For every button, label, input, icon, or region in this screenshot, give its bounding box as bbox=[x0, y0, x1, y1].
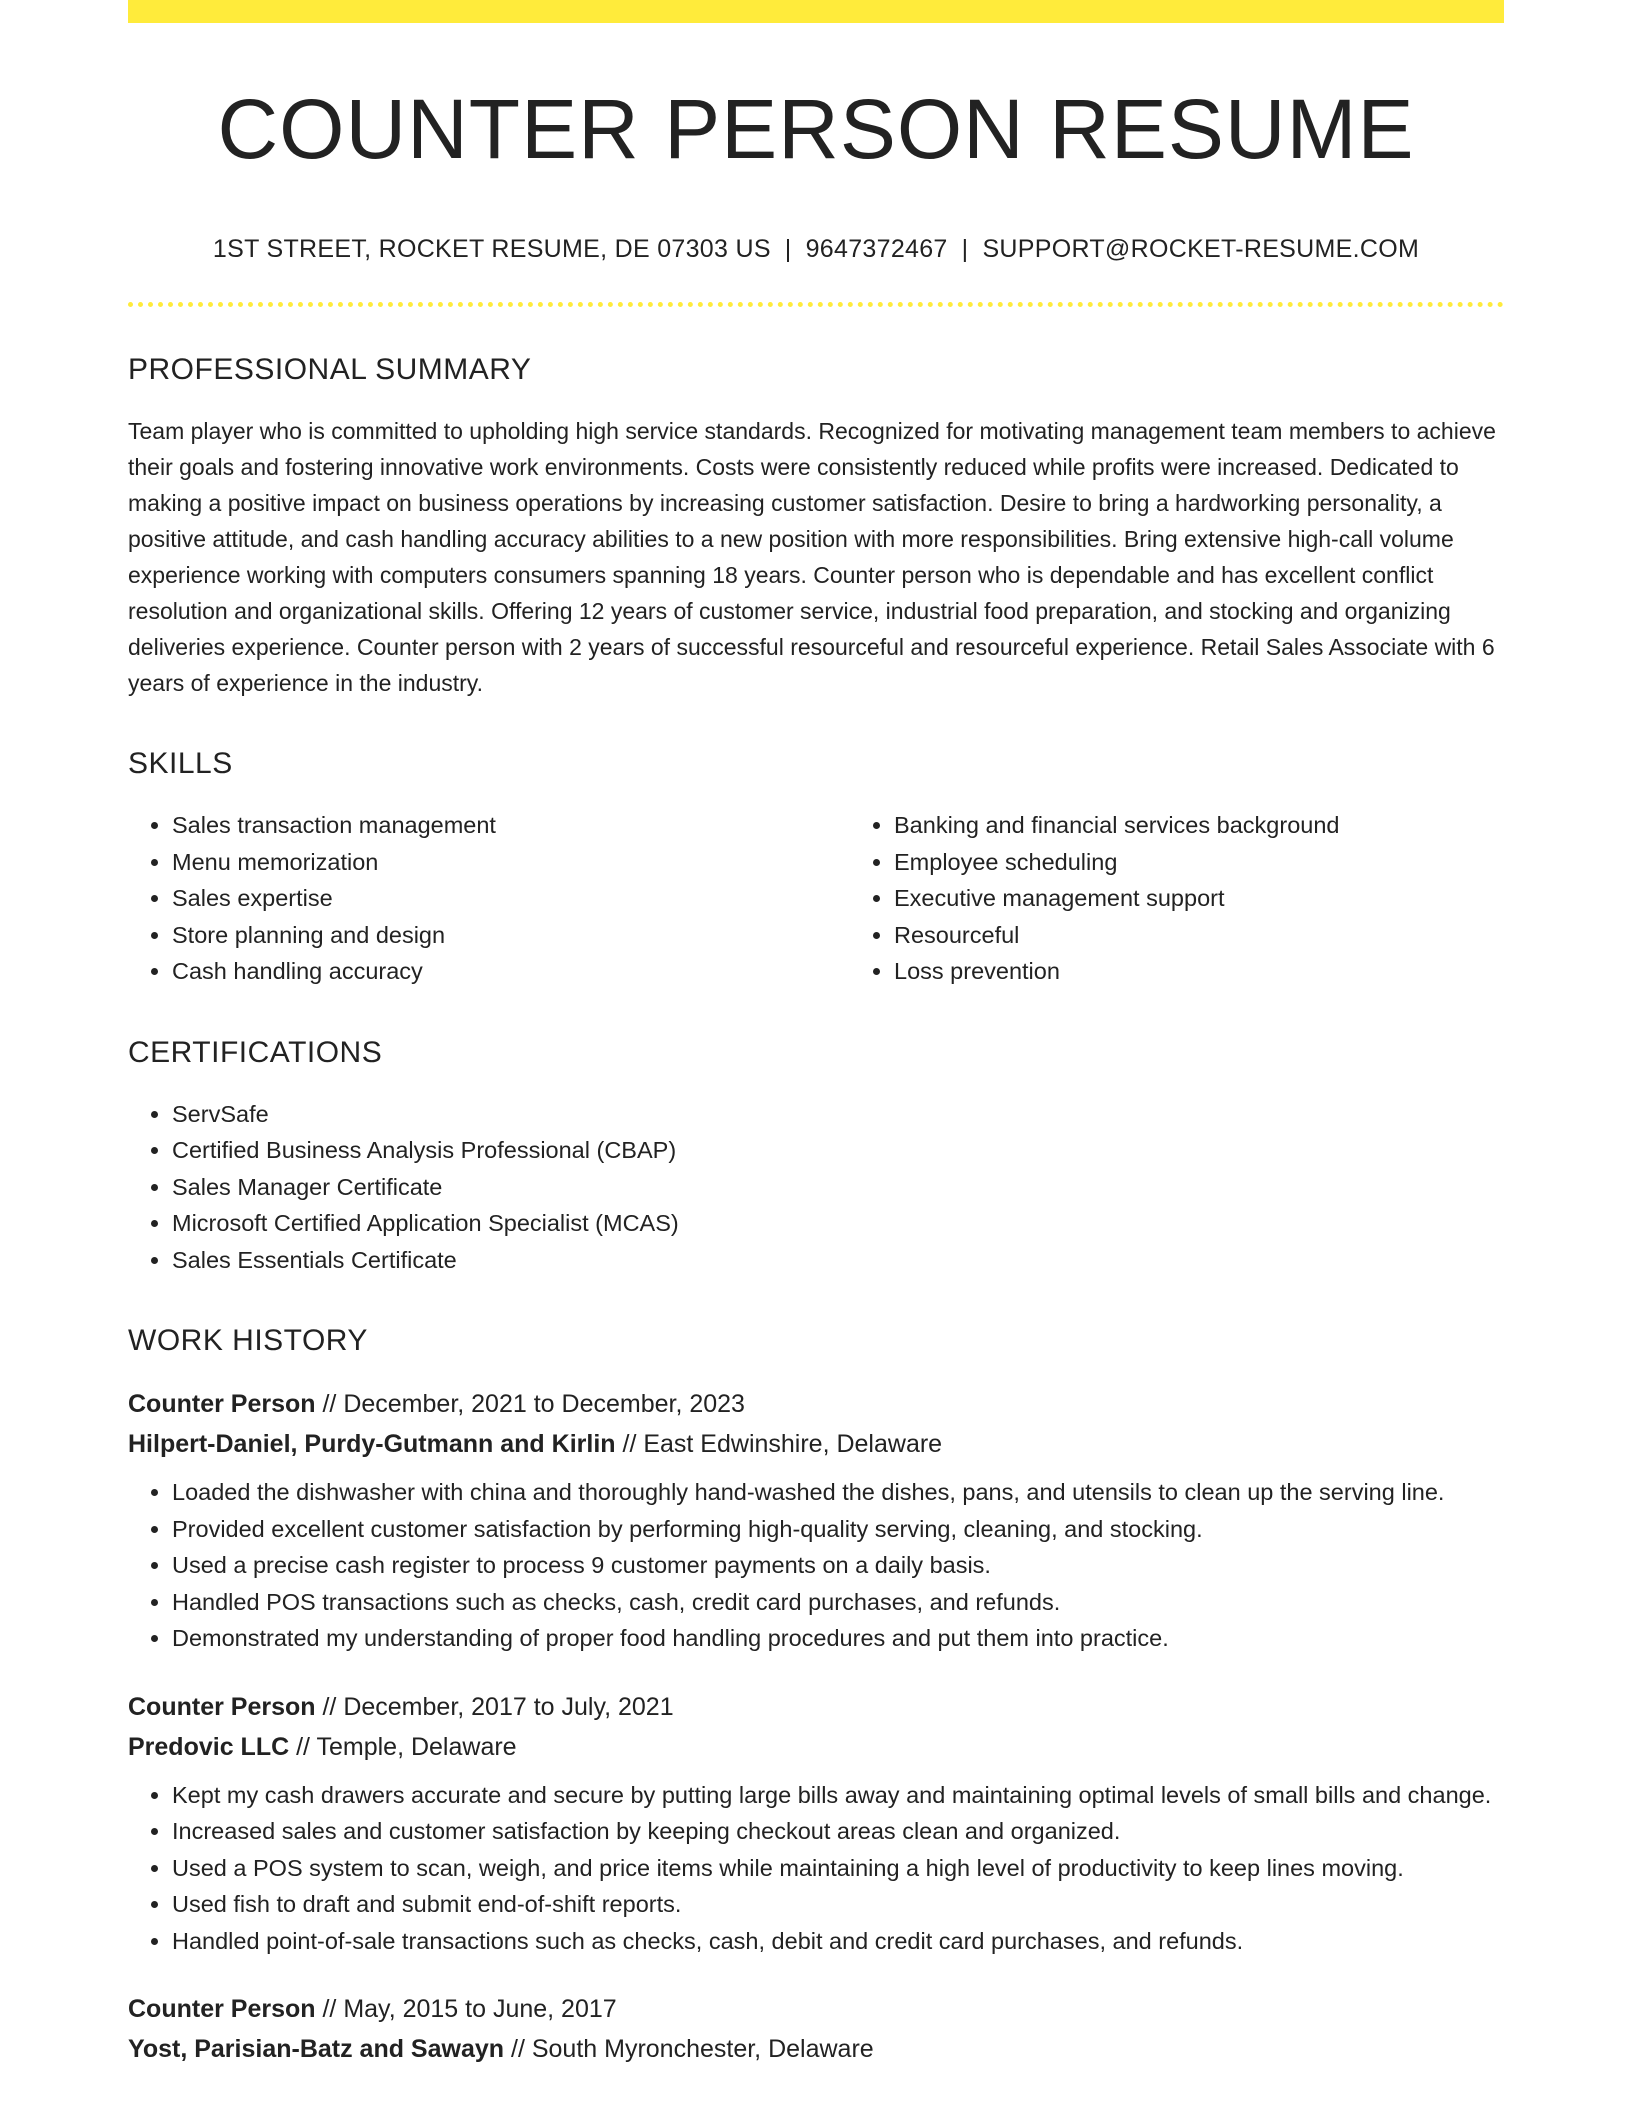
certifications-list bbox=[128, 1096, 1504, 1279]
job-bullet: • Loaded the dishwasher with china and thoroughly hand-washed the dishes, pans, and utensils to clean up the serving line. bbox=[172, 1474, 1504, 1511]
contact-separator: | bbox=[961, 235, 969, 264]
job-entry bbox=[128, 1989, 1504, 2069]
skill-item: • Resourceful bbox=[894, 917, 1572, 954]
resume-page bbox=[128, 0, 1504, 2099]
job-bullet: • Used fish to draft and submit end-of-shift reports. bbox=[172, 1886, 1504, 1923]
contact-separator: | bbox=[784, 235, 792, 264]
skill-item: • Employee scheduling bbox=[894, 844, 1572, 881]
resume-title: COUNTER PERSON RESUME bbox=[217, 82, 1415, 176]
skill-item: • Store planning and design bbox=[172, 917, 850, 954]
job-title-line bbox=[128, 1989, 1504, 2029]
certification-item: • Microsoft Certified Application Specialist (MCAS) bbox=[172, 1205, 1504, 1242]
job-bullets bbox=[128, 1777, 1504, 1960]
job-location: // Temple, Delaware bbox=[296, 1732, 517, 1761]
skill-item: • Sales expertise bbox=[172, 880, 850, 917]
skill-item: • Banking and financial services background bbox=[894, 807, 1572, 844]
summary-text: Team player who is committed to upholding high service standards. Recognized for motivating management team members to achieve their goals and fostering innovative work environments. Costs were consistently reduced while profits were increased. Dedicated to making a positive impact on business operations by increasing customer satisfaction. Desire to bring a hardworking personality, a positive attitude, and cash handling accuracy abilities to a new position with more responsibilities. Bring extensive high-call volume experience working with computers consumers spanning 18 years. Counter person who is dependable and has excellent conflict resolution and organizational skills. Offering 12 years of customer service, industrial food preparation, and stocking and organizing deliveries experience. Counter person with 2 years of successful resourceful and resourceful experience. Retail Sales Associate with 6 years of experience in the industry. bbox=[128, 418, 1496, 697]
skill-item: • Cash handling accuracy bbox=[172, 953, 850, 990]
job-company-line bbox=[128, 2029, 1504, 2069]
job-bullet: • Used a precise cash register to process 9 customer payments on a daily basis. bbox=[172, 1547, 1504, 1584]
job-title: Counter Person bbox=[128, 1692, 316, 1721]
certification-item: • Sales Manager Certificate bbox=[172, 1169, 1504, 1206]
job-title: Counter Person bbox=[128, 1995, 316, 2024]
job-dates: // May, 2015 to June, 2017 bbox=[322, 1995, 617, 2024]
job-dates: // December, 2017 to July, 2021 bbox=[322, 1692, 674, 1721]
job-title: Counter Person bbox=[128, 1390, 316, 1419]
certifications-section bbox=[128, 1036, 1504, 1279]
job-bullet: • Handled POS transactions such as checks, cash, credit card purchases, and refunds. bbox=[172, 1584, 1504, 1621]
job-bullets bbox=[128, 1474, 1504, 1657]
job-title-line bbox=[128, 1687, 1504, 1727]
job-company-line bbox=[128, 1727, 1504, 1767]
skill-item: • Executive management support bbox=[894, 880, 1572, 917]
skills-section bbox=[128, 747, 1504, 990]
job-entry bbox=[128, 1384, 1504, 1657]
job-bullet: • Kept my cash drawers accurate and secure by putting large bills away and maintaining optimal levels of small bills and change. bbox=[172, 1777, 1504, 1814]
job-company-line bbox=[128, 1424, 1504, 1464]
summary-heading: PROFESSIONAL SUMMARY bbox=[128, 353, 532, 387]
skills-right-list bbox=[850, 807, 1572, 990]
contact-email: SUPPORT@ROCKET-RESUME.COM bbox=[982, 235, 1420, 264]
certification-item: • ServSafe bbox=[172, 1096, 1504, 1133]
skills-heading: SKILLS bbox=[128, 747, 233, 781]
job-dates: // December, 2021 to December, 2023 bbox=[322, 1390, 745, 1419]
summary-section bbox=[128, 353, 1504, 701]
job-company: Yost, Parisian-Batz and Sawayn bbox=[128, 2035, 505, 2064]
work-history-section bbox=[128, 1324, 1504, 2069]
top-accent-bar bbox=[128, 0, 1504, 23]
job-company: Predovic LLC bbox=[128, 1732, 290, 1761]
dotted-divider bbox=[128, 302, 1504, 307]
contact-address: 1ST STREET, ROCKET RESUME, DE 07303 US bbox=[212, 235, 771, 264]
job-title-line bbox=[128, 1384, 1504, 1424]
skill-item: • Menu memorization bbox=[172, 844, 850, 881]
certification-item: • Sales Essentials Certificate bbox=[172, 1242, 1504, 1279]
skills-columns bbox=[128, 807, 1504, 990]
work-history-heading: WORK HISTORY bbox=[128, 1324, 368, 1358]
job-location: // East Edwinshire, Delaware bbox=[622, 1430, 943, 1459]
job-location: // South Myronchester, Delaware bbox=[511, 2035, 874, 2064]
job-bullet: • Increased sales and customer satisfaction by keeping checkout areas clean and organized. bbox=[172, 1813, 1504, 1850]
skills-left-list bbox=[128, 807, 850, 990]
job-bullet: • Provided excellent customer satisfaction by performing high-quality serving, cleaning, and stocking. bbox=[172, 1511, 1504, 1548]
job-bullet: • Handled point-of-sale transactions such as checks, cash, debit and credit card purchases, and refunds. bbox=[172, 1923, 1504, 1960]
certification-item: • Certified Business Analysis Professional (CBAP) bbox=[172, 1132, 1504, 1169]
skill-item: • Loss prevention bbox=[894, 953, 1572, 990]
skill-item: • Sales transaction management bbox=[172, 807, 850, 844]
contact-line bbox=[128, 235, 1504, 264]
contact-phone: 9647372467 bbox=[805, 235, 948, 264]
certifications-heading: CERTIFICATIONS bbox=[128, 1035, 383, 1069]
job-bullet: • Demonstrated my understanding of proper food handling procedures and put them into practice. bbox=[172, 1620, 1504, 1657]
job-entry bbox=[128, 1687, 1504, 1960]
job-company: Hilpert-Daniel, Purdy-Gutmann and Kirlin bbox=[128, 1430, 616, 1459]
job-bullet: • Used a POS system to scan, weigh, and price items while maintaining a high level of productivity to keep lines moving. bbox=[172, 1850, 1504, 1887]
